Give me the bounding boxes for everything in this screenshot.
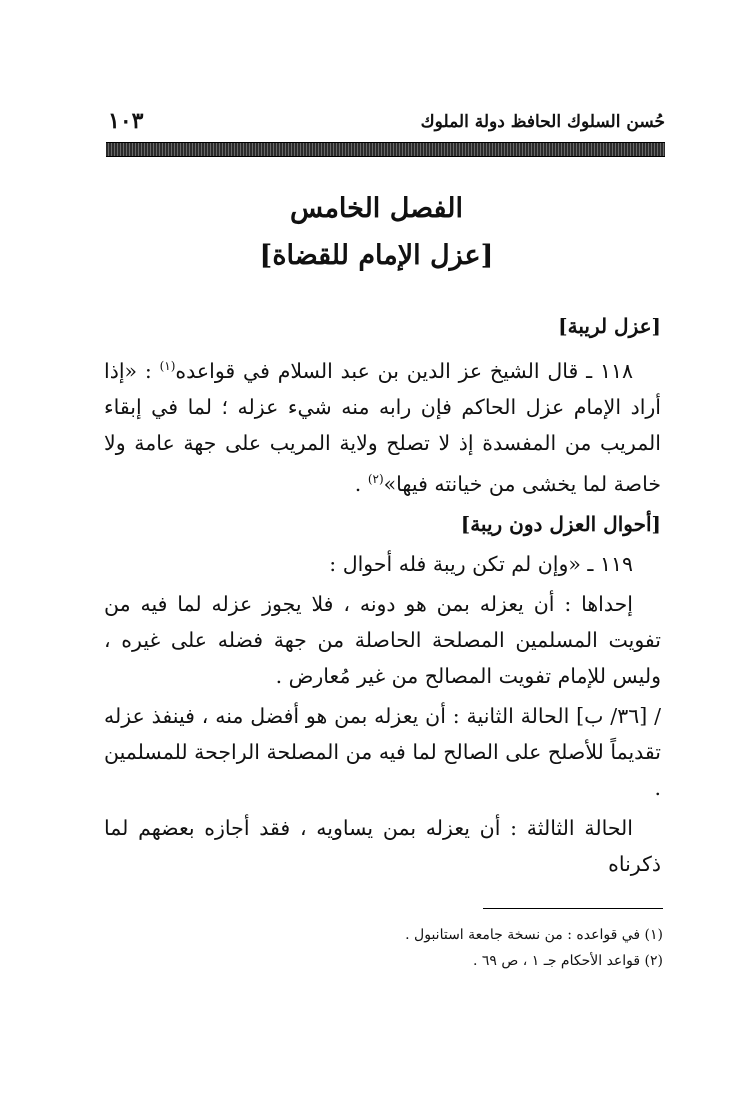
header-rule (106, 142, 665, 157)
paragraph-text: . (354, 471, 368, 496)
paragraph (104, 348, 661, 502)
paragraph: / [٣٦/ ب] الحالة الثانية : أن يعزله بمن هو أفضل منه ، فينفذ عزله تقديماً للأصلح على الصالح لما فيه من المصلحة الراجحة للمسلمين . (104, 703, 661, 800)
paragraph: الحالة الثالثة : أن يعزله بمن يساويه ، فقد أجازه بعضهم لما ذكرناه (104, 815, 661, 876)
footnotes (300, 922, 663, 974)
footnote-ref: (١) (159, 359, 176, 373)
running-title: حُسن السلوك الحافظ دولة الملوك (420, 112, 665, 132)
footnote: (٢) قواعد الأحكام جـ ١ ، ص ٦٩ . (472, 953, 663, 969)
footnote: (١) في قواعده : من نسخة جامعة استانبول . (405, 927, 663, 943)
body-text (104, 308, 661, 886)
section-heading: [أحوال العزل دون ريبة] (460, 511, 661, 536)
footnote-ref: (٢) (367, 471, 384, 486)
footnote-rule (483, 908, 663, 909)
page-header (108, 108, 665, 138)
paragraph-text: : «إذا أراد الإمام عزل الحاكم فإن رابه منه شيء عزله ؛ لما في إبقاء المريب من المفسدة إذ لا تصلح ولاية المريب على جهة عامة ولا خاصة لما يخشى من خيانته فيها» (104, 358, 661, 496)
paragraph: ١١٩ ـ «وإن لم تكن ريبة فله أحوال : (329, 551, 633, 576)
page-number: ١٠٣ (108, 108, 144, 134)
section-heading: [عزل لريبة] (558, 314, 661, 338)
chapter-title: الفصل الخامس (290, 193, 463, 224)
paragraph-text: ١١٨ ـ قال الشيخ عز الدين بن عبد السلام في قواعده (175, 358, 633, 383)
chapter-subtitle: [عزل الإمام للقضاة] (259, 240, 494, 271)
paragraph: إحداها : أن يعزله بمن هو دونه ، فلا يجوز عزله لما فيه من تفويت المسلمين المصلحة الحاصلة من جهة فضله على غيره ، وليس للإمام تفويت المصالح من غير مُعارض . (104, 591, 661, 688)
